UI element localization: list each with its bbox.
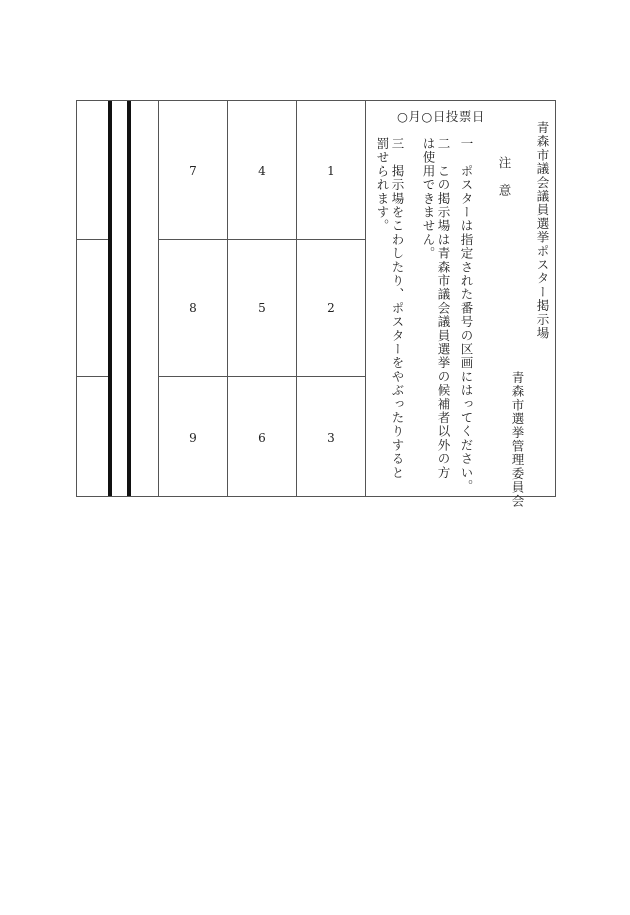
notice-rule-2: 二 この掲示場は青森市議会議員選挙の候補者以外の方は使用できません。 bbox=[421, 137, 451, 480]
election-date: ○月○日投票日 bbox=[397, 109, 485, 124]
poster-slot-4: 4 bbox=[258, 164, 266, 178]
notice-heading: 注 意 bbox=[497, 156, 512, 198]
row-divider bbox=[158, 239, 365, 240]
notice-issuer: 青森市選挙管理委員会 bbox=[510, 371, 525, 508]
column-divider bbox=[365, 101, 366, 496]
thick-border-line bbox=[108, 101, 112, 496]
poster-slot-2: 2 bbox=[327, 301, 335, 315]
column-divider bbox=[296, 101, 297, 496]
row-divider bbox=[158, 376, 365, 377]
poster-slot-1: 1 bbox=[327, 164, 335, 178]
row-divider bbox=[77, 376, 108, 377]
notice-title: 青森市議会議員選挙ポスター掲示場 bbox=[535, 121, 550, 341]
row-divider bbox=[77, 239, 108, 240]
poster-slot-6: 6 bbox=[258, 431, 266, 445]
poster-slot-7: 7 bbox=[189, 164, 197, 178]
poster-slot-5: 5 bbox=[258, 301, 266, 315]
poster-board bbox=[76, 100, 556, 508]
thick-border-line bbox=[127, 101, 131, 496]
column-divider bbox=[227, 101, 228, 496]
poster-slot-3: 3 bbox=[327, 431, 335, 445]
notice-rule-1: 一 ポスターは指定された番号の区画にはってください。 bbox=[459, 137, 474, 494]
notice-rule-3: 三 掲示場をこわしたり、ポスターをやぶったりすると罰せられます。 bbox=[375, 137, 405, 480]
poster-slot-9: 9 bbox=[189, 431, 197, 445]
column-divider bbox=[158, 101, 159, 496]
poster-slot-8: 8 bbox=[189, 301, 197, 315]
